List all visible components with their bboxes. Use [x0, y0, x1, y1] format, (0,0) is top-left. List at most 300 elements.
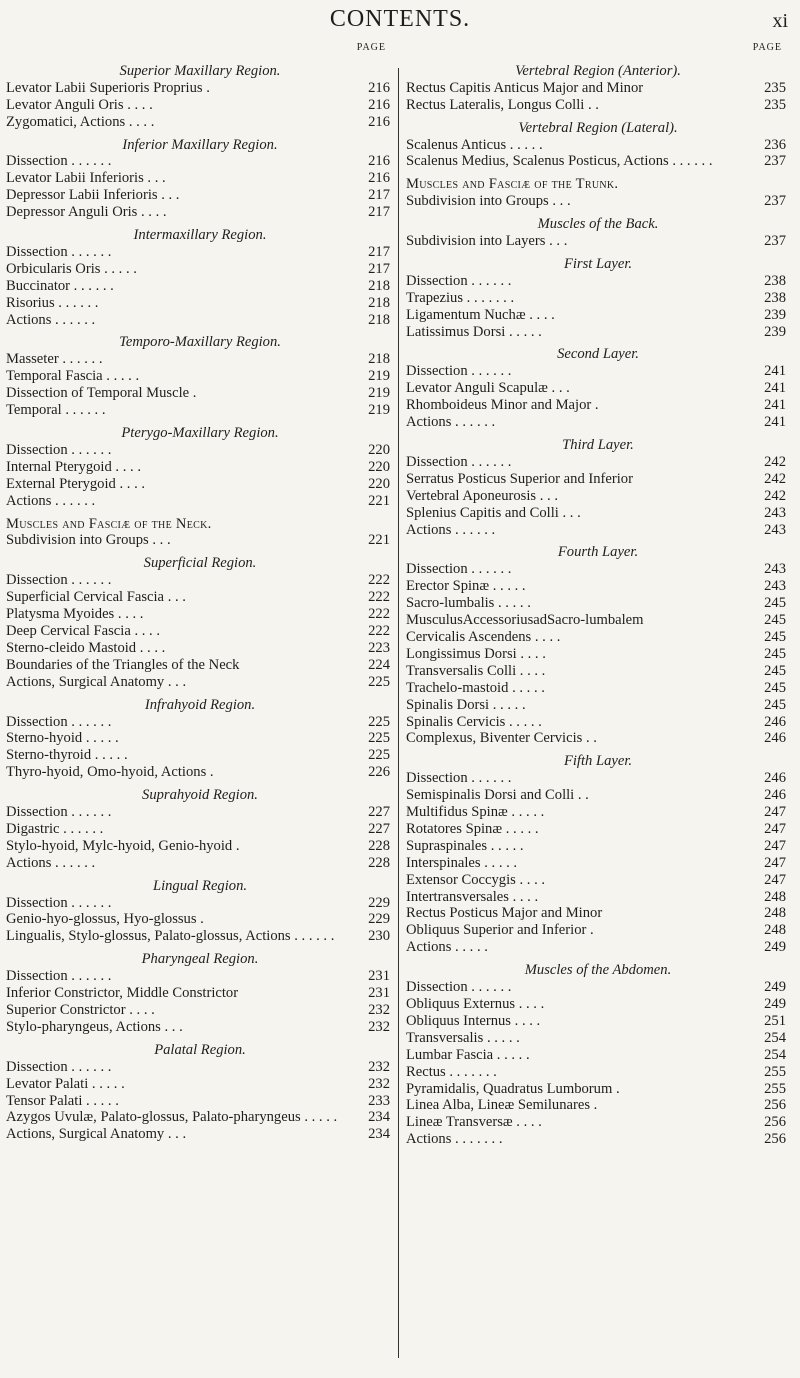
entry-page-number: 234: [368, 1109, 390, 1126]
entry-leader-dots: . . . .: [114, 606, 144, 623]
contents-entry: [406, 488, 790, 505]
entry-leader-dots: . . . .: [125, 113, 155, 130]
entry-label: Scalenus Medius, Scalenus Posticus, Actions: [406, 153, 669, 170]
entry-page-number: 237: [764, 233, 786, 250]
contents-entry: [6, 968, 394, 985]
entry-page-number: 232: [368, 1002, 390, 1019]
contents-entry: [6, 1093, 394, 1110]
contents-entry: [6, 674, 394, 691]
entry-page-number: 231: [368, 985, 390, 1002]
entry-label: Serratus Posticus Superior and Inferior: [406, 470, 633, 487]
entry-page-number: 254: [764, 1029, 786, 1046]
entry-page-number: 247: [764, 854, 786, 871]
entry-page-number: 241: [764, 380, 786, 397]
contents-entry: [6, 1059, 394, 1076]
entry-leader-dots: . . .: [148, 532, 171, 549]
section-heading: Second Layer.: [557, 346, 639, 363]
contents-entry: [406, 97, 790, 114]
entry-label: Dissection: [406, 272, 468, 289]
entry-leader-dots: . . . . . .: [467, 979, 512, 996]
contents-entry: [6, 459, 394, 476]
contents-entry: [406, 714, 790, 731]
contents-entry: [6, 895, 394, 912]
entry-label: Dissection: [6, 153, 68, 170]
contents-entry: [406, 838, 790, 855]
entry-label: Actions: [406, 521, 452, 538]
entry-label: Supraspinales: [406, 837, 488, 854]
entry-label: Thyro-hyoid, Omo-hyoid, Actions: [6, 764, 207, 781]
entry-leader-dots: .: [206, 764, 214, 781]
entry-leader-dots: . . . . .: [502, 820, 539, 837]
entry-label: Dissection: [6, 968, 68, 985]
entry-page-number: 236: [764, 136, 786, 153]
entry-label: Stylo-pharyngeus, Actions: [6, 1018, 161, 1035]
entry-leader-dots: . . . . .: [82, 1092, 119, 1109]
contents-entry: [6, 170, 394, 187]
contents-entry: [406, 1114, 790, 1131]
entry-page-number: 246: [764, 713, 786, 730]
entry-leader-dots: . . .: [548, 193, 571, 210]
entry-label: Actions: [6, 311, 52, 328]
entry-leader-dots: . . . . . .: [67, 968, 112, 985]
contents-entry: [6, 821, 394, 838]
entry-label: Risorius: [6, 294, 55, 311]
entry-page-number: 245: [764, 645, 786, 662]
entry-leader-dots: . . . . .: [451, 939, 488, 956]
contents-entry: [6, 295, 394, 312]
contents-entry: [406, 324, 790, 341]
section-heading: Third Layer.: [562, 437, 634, 454]
contents-entry: [406, 905, 790, 922]
entry-page-number: 217: [368, 187, 390, 204]
entry-label: Latissimus Dorsi: [406, 323, 506, 340]
contents-entry: [406, 922, 790, 939]
contents-entry: [6, 80, 394, 97]
contents-entry: [406, 872, 790, 889]
entry-page-number: 230: [368, 928, 390, 945]
entry-label: Superior Constrictor: [6, 1002, 126, 1019]
entry-page-number: 233: [368, 1092, 390, 1109]
contents-entry: [406, 505, 790, 522]
section-heading: Fifth Layer.: [563, 753, 633, 770]
entry-leader-dots: . . . .: [531, 628, 561, 645]
contents-entry: [406, 730, 790, 747]
contents-column-left: [6, 40, 394, 1368]
entry-label: Platysma Myoides: [6, 606, 115, 623]
section-heading: Palatal Region.: [154, 1041, 246, 1058]
entry-page-number: 242: [764, 453, 786, 470]
contents-entry: [6, 261, 394, 278]
entry-label: Dissection: [6, 572, 68, 589]
entry-label: Boundaries of the Triangles of the Neck: [6, 656, 240, 673]
contents-entry: [406, 363, 790, 380]
entry-page-number: 256: [764, 1097, 786, 1114]
entry-label: Actions, Surgical Anatomy: [6, 1126, 165, 1143]
entry-label: Rectus: [406, 1063, 446, 1080]
entry-page-number: 216: [368, 96, 390, 113]
contents-entry: [6, 623, 394, 640]
contents-entry: [6, 153, 394, 170]
entry-leader-dots: . . . . . .: [59, 820, 104, 837]
entry-label: External Pterygoid: [6, 475, 116, 492]
entry-label: Dissection: [406, 979, 468, 996]
entry-label: Depressor Labii Inferioris: [6, 187, 158, 204]
entry-leader-dots: . . . . . .: [467, 561, 512, 578]
entry-label: Subdivision into Groups: [406, 193, 549, 210]
entry-page-number: 222: [368, 589, 390, 606]
entry-label: MusculusAccessoriusadSacro-lumbalem: [406, 612, 644, 629]
entry-label: Obliquus Superior and Inferior: [406, 922, 587, 939]
entry-leader-dots: . . . . .: [91, 747, 128, 764]
entry-label: Cervicalis Ascendens: [406, 628, 532, 645]
entry-label: Actions: [406, 414, 452, 431]
entry-leader-dots: . . . .: [111, 458, 141, 475]
entry-label: Dissection: [406, 561, 468, 578]
entry-leader-dots: . . . . . .: [51, 854, 96, 871]
contents-entry: [406, 821, 790, 838]
contents-entry: [6, 764, 394, 781]
entry-label: Dissection: [6, 713, 68, 730]
entry-label: Splenius Capitis and Colli: [406, 504, 559, 521]
entry-leader-dots: . . .: [160, 1018, 183, 1035]
entry-label: Dissection: [406, 453, 468, 470]
contents-entry: [406, 1047, 790, 1064]
contents-entry: [6, 493, 394, 510]
contents-entry: [6, 204, 394, 221]
entry-label: Trachelo-mastoid: [406, 679, 509, 696]
contents-entry: [6, 114, 394, 131]
entry-label: Rotatores Spinæ: [406, 820, 503, 837]
contents-entry: [6, 244, 394, 261]
section-heading: Vertebral Region (Anterior).: [515, 62, 681, 79]
entry-page-number: 241: [764, 397, 786, 414]
contents-entry: [6, 589, 394, 606]
entry-label: Erector Spinæ: [406, 578, 490, 595]
entry-leader-dots: . . . . . .: [61, 402, 106, 419]
contents-column-right: [406, 40, 790, 1368]
entry-leader-dots: . . . . . .: [467, 770, 512, 787]
entry-page-number: 246: [764, 770, 786, 787]
entry-leader-dots: . . . .: [130, 622, 160, 639]
contents-entry: [406, 697, 790, 714]
entry-label: Lingualis, Stylo-glossus, Palato-glossus, Actions: [6, 928, 291, 945]
entry-label: Subdivision into Groups: [6, 532, 149, 549]
entry-page-number: 218: [368, 351, 390, 368]
entry-label: Vertebral Aponeurosis: [406, 487, 537, 504]
entry-page-number: 225: [368, 713, 390, 730]
entry-leader-dots: . . . . . . .: [445, 1063, 497, 1080]
entry-leader-dots: . . .: [164, 673, 187, 690]
entry-page-number: 229: [368, 894, 390, 911]
entry-leader-dots: . . . . . .: [67, 1058, 112, 1075]
entry-label: Ligamentum Nuchæ: [406, 306, 526, 323]
entry-page-number: 235: [764, 96, 786, 113]
section-heading: Vertebral Region (Lateral).: [518, 119, 678, 136]
entry-label: Levator Palati: [6, 1075, 89, 1092]
entry-label: Deep Cervical Fascia: [6, 622, 131, 639]
contents-entry: [406, 307, 790, 324]
entry-leader-dots: . . . . . .: [67, 804, 112, 821]
entry-leader-dots: . . .: [157, 187, 180, 204]
entry-label: Levator Anguli Oris: [6, 96, 124, 113]
entry-label: Longissimus Dorsi: [406, 645, 517, 662]
entry-page-number: 218: [368, 311, 390, 328]
entry-page-number: 245: [764, 679, 786, 696]
entry-page-number: 218: [368, 294, 390, 311]
entry-label: Linea Alba, Lineæ Semilunares: [406, 1097, 590, 1114]
entry-page-number: 227: [368, 804, 390, 821]
entry-leader-dots: . . . . . . .: [451, 1131, 503, 1148]
contents-entry: [406, 629, 790, 646]
entry-leader-dots: . . .: [164, 1126, 187, 1143]
entry-leader-dots: . . . .: [115, 475, 146, 492]
entry-page-number: 246: [764, 787, 786, 804]
entry-page-number: 220: [368, 458, 390, 475]
entry-page-number: 228: [368, 837, 390, 854]
entry-label: Intertransversales: [406, 888, 509, 905]
contents-entry: [406, 414, 790, 431]
entry-leader-dots: .: [189, 385, 197, 402]
entry-page-number: 256: [764, 1114, 786, 1131]
entry-label: Transversalis: [406, 1029, 484, 1046]
entry-page-number: 232: [368, 1058, 390, 1075]
contents-entry: [6, 1109, 394, 1126]
entry-label: Digastric: [6, 820, 60, 837]
entry-label: Dissection: [6, 441, 68, 458]
entry-page-number: 221: [368, 532, 390, 549]
entry-leader-dots: . . . . . .: [67, 713, 112, 730]
contents-entry: [406, 1030, 790, 1047]
entry-leader-dots: .: [202, 79, 210, 96]
contents-entry: [406, 380, 790, 397]
entry-leader-dots: . . . . . .: [67, 153, 112, 170]
contents-entry: [6, 278, 394, 295]
entry-label: Lineæ Transversæ: [406, 1114, 513, 1131]
entry-leader-dots: .: [612, 1080, 620, 1097]
contents-entry: [406, 454, 790, 471]
entry-label: Tensor Palati: [6, 1092, 83, 1109]
contents-entry: [6, 657, 394, 674]
contents-entry: [6, 838, 394, 855]
entry-page-number: 227: [368, 820, 390, 837]
entry-page-number: 229: [368, 911, 390, 928]
entry-label: Masseter: [6, 351, 59, 368]
entry-leader-dots: . . . .: [515, 996, 545, 1013]
contents-entry: [6, 385, 394, 402]
entry-leader-dots: . . . . . .: [451, 414, 496, 431]
entry-label: Sterno-thyroid: [6, 747, 92, 764]
entry-label: Dissection: [6, 1058, 68, 1075]
entry-page-number: 242: [764, 470, 786, 487]
contents-entry: [6, 1076, 394, 1093]
entry-leader-dots: . . . . .: [102, 368, 140, 385]
contents-entry: [406, 680, 790, 697]
entry-label: Dissection of Temporal Muscle: [6, 385, 190, 402]
entry-page-number: 216: [368, 113, 390, 130]
contents-entry: [406, 996, 790, 1013]
entry-leader-dots: . . . . . .: [67, 894, 112, 911]
entry-leader-dots: . . . .: [512, 1114, 542, 1131]
entry-label: Actions, Surgical Anatomy: [6, 673, 165, 690]
entry-leader-dots: . . . . . .: [58, 351, 103, 368]
entry-leader-dots: . . . . .: [494, 595, 531, 612]
entry-leader-dots: . . .: [547, 380, 570, 397]
contents-entry: [6, 730, 394, 747]
entry-label: Semispinalis Dorsi and Colli: [406, 787, 575, 804]
entry-label: Actions: [406, 939, 452, 956]
entry-leader-dots: . . . . .: [100, 260, 137, 277]
entry-page-number: 225: [368, 730, 390, 747]
contents-entry: [6, 532, 394, 549]
entry-page-number: 247: [764, 820, 786, 837]
entry-label: Rectus Capitis Anticus Major and Minor: [406, 79, 644, 96]
entry-page-number: 246: [764, 730, 786, 747]
section-heading: Pharyngeal Region.: [141, 951, 259, 968]
entry-leader-dots: . . . . . .: [51, 311, 96, 328]
entry-page-number: 249: [764, 979, 786, 996]
entry-leader-dots: . . . . . .: [67, 243, 112, 260]
contents-entry: [6, 442, 394, 459]
contents-entry: [6, 351, 394, 368]
entry-leader-dots: . . . . .: [489, 578, 526, 595]
entry-leader-dots: .: [590, 1097, 598, 1114]
entry-label: Azygos Uvulæ, Palato-glossus, Palato-pharyngeus: [6, 1109, 301, 1126]
entry-label: Levator Labii Superioris Proprius: [6, 79, 203, 96]
entry-label: Sterno-hyoid: [6, 730, 83, 747]
contents-entry: [6, 572, 394, 589]
entry-page-number: 239: [764, 306, 786, 323]
contents-entry: [406, 646, 790, 663]
section-heading: Superior Maxillary Region.: [119, 62, 281, 79]
entry-page-number: 228: [368, 854, 390, 871]
entry-leader-dots: . . . . . .: [51, 492, 96, 509]
entry-label: Complexus, Biventer Cervicis: [406, 730, 583, 747]
entry-page-number: 216: [368, 170, 390, 187]
entry-leader-dots: . . . . .: [487, 837, 524, 854]
entry-page-number: 249: [764, 996, 786, 1013]
contents-entry: [6, 714, 394, 731]
entry-label: Dissection: [6, 243, 68, 260]
section-heading: Intermaxillary Region.: [133, 227, 267, 244]
entry-leader-dots: . . . . .: [508, 679, 545, 696]
entry-page-number: 255: [764, 1063, 786, 1080]
contents-entry: [406, 153, 790, 170]
entry-page-number: 239: [764, 323, 786, 340]
page-title: CONTENTS.: [329, 6, 471, 32]
entry-page-number: 222: [368, 606, 390, 623]
contents-entry: [406, 612, 790, 629]
entry-label: Inferior Constrictor, Middle Constrictor: [6, 985, 239, 1002]
entry-label: Dissection: [6, 804, 68, 821]
section-heading: Muscles of the Abdomen.: [524, 962, 672, 979]
entry-page-number: 231: [368, 968, 390, 985]
page-column-label: PAGE: [356, 42, 386, 53]
entry-page-number: 243: [764, 521, 786, 538]
entry-page-number: 217: [368, 260, 390, 277]
entry-page-number: 249: [764, 939, 786, 956]
contents-entry: [6, 855, 394, 872]
entry-label: Dissection: [406, 363, 468, 380]
entry-page-number: 219: [368, 368, 390, 385]
contents-entry: [406, 80, 790, 97]
contents-entry: [406, 193, 790, 210]
entry-page-number: 225: [368, 673, 390, 690]
entry-leader-dots: . . . . .: [480, 854, 518, 871]
page-number: xi: [772, 10, 788, 32]
section-heading: Lingual Region.: [152, 877, 248, 894]
entry-page-number: 218: [368, 277, 390, 294]
entry-leader-dots: . . . . . .: [70, 277, 114, 294]
entry-leader-dots: . . . . . .: [67, 441, 112, 458]
entry-page-number: 234: [368, 1126, 390, 1143]
contents-entry: [406, 290, 790, 307]
entry-page-number: 251: [764, 1012, 786, 1029]
entry-leader-dots: . .: [582, 730, 597, 747]
entry-leader-dots: . . . .: [511, 1012, 541, 1029]
entry-label: Orbicularis Oris: [6, 260, 101, 277]
entry-leader-dots: . . . . .: [505, 323, 542, 340]
contents-entry: [406, 233, 790, 250]
contents-entry: [406, 1013, 790, 1030]
entry-label: Actions: [406, 1131, 452, 1148]
entry-leader-dots: . . . . . .: [467, 272, 512, 289]
entry-leader-dots: . . .: [143, 170, 166, 187]
contents-entry: [6, 1002, 394, 1019]
entry-leader-dots: . . . . . .: [467, 363, 512, 380]
entry-label: Rectus Lateralis, Longus Colli: [406, 96, 585, 113]
entry-page-number: 256: [764, 1131, 786, 1148]
entry-label: Zygomatici, Actions: [6, 113, 126, 130]
entry-page-number: 222: [368, 572, 390, 589]
entry-leader-dots: . .: [574, 787, 589, 804]
entry-leader-dots: . . . . . . .: [463, 289, 515, 306]
entry-page-number: 247: [764, 837, 786, 854]
entry-page-number: 225: [368, 747, 390, 764]
entry-leader-dots: . . . .: [136, 639, 166, 656]
contents-entry: [406, 578, 790, 595]
entry-label: Spinalis Cervicis: [406, 713, 506, 730]
entry-page-number: 243: [764, 578, 786, 595]
entry-label: Obliquus Internus: [406, 1012, 511, 1029]
entry-leader-dots: .: [196, 911, 204, 928]
entry-label: Levator Labii Inferioris: [6, 170, 144, 187]
entry-label: Depressor Anguli Oris: [6, 204, 138, 221]
contents-entry: [406, 787, 790, 804]
entry-leader-dots: . . . .: [125, 1002, 155, 1019]
major-heading: Muscles and Fasciæ of the Neck.: [6, 515, 212, 532]
entry-page-number: 221: [368, 492, 390, 509]
entry-label: Rhomboideus Minor and Major: [406, 397, 592, 414]
entry-label: Dissection: [406, 770, 468, 787]
contents-entry: [406, 979, 790, 996]
contents-entry: [6, 606, 394, 623]
entry-page-number: 243: [764, 561, 786, 578]
entry-leader-dots: . . . . .: [493, 1046, 530, 1063]
entry-leader-dots: . . . . . .: [54, 294, 99, 311]
contents-entry: [6, 187, 394, 204]
section-heading: Superficial Region.: [143, 555, 257, 572]
entry-label: Subdivision into Layers: [406, 233, 546, 250]
entry-label: Dissection: [6, 894, 68, 911]
section-heading: Suprahyoid Region.: [142, 787, 258, 804]
contents-entry: [406, 663, 790, 680]
entry-page-number: 245: [764, 595, 786, 612]
section-heading: Muscles of the Back.: [537, 216, 659, 233]
section-heading: Temporo-Maxillary Region.: [119, 334, 281, 351]
column-divider: [398, 68, 399, 1358]
entry-page-number: 254: [764, 1046, 786, 1063]
entry-leader-dots: . .: [584, 96, 599, 113]
